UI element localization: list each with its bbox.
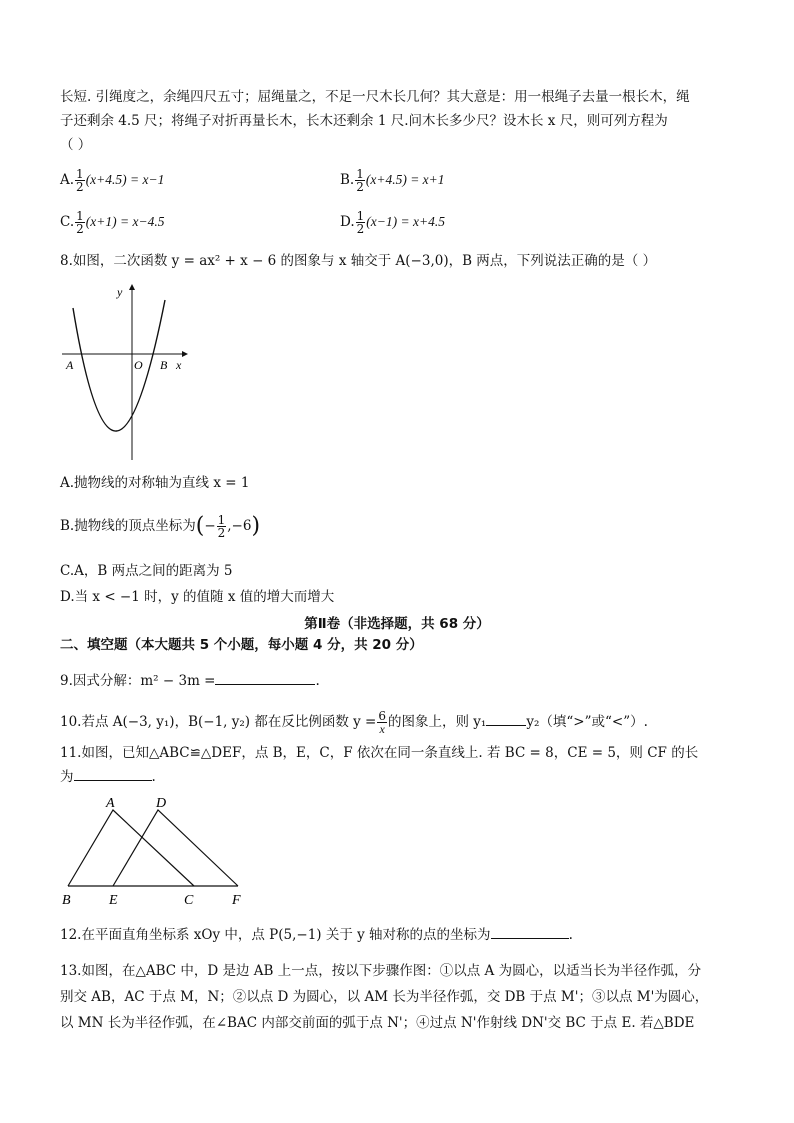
q8-label-y: y [117, 285, 123, 299]
q8-parabola-graph [60, 282, 195, 464]
q8-label-a: A [66, 358, 74, 372]
q8-option-b-frac-num: 1 [217, 513, 226, 527]
q7-option-d [340, 210, 445, 235]
q7-option-c-frac-den: 2 [76, 222, 84, 236]
q8-stem: 8.如图，二次函数 y = ax² + x − 6 的图象与 x 轴交于 A(−3,0)，B 两点，下列说法正确的是（ ） [60, 253, 657, 269]
q7-answer-paren: （ ） [60, 137, 92, 153]
q11-triangle-def [113, 810, 238, 886]
q11-answer-blank [74, 768, 152, 781]
q7-option-a-expr: (x+4.5) = x−1 [85, 172, 165, 187]
q9-end: . [315, 673, 320, 689]
q7-option-a-letter: A. [60, 172, 75, 188]
q7-option-c-letter: C. [60, 214, 75, 230]
q10-pre: 10.若点 A(−3, y₁)，B(−1, y₂) 都在反比例函数 y = [60, 714, 377, 730]
q12 [60, 926, 573, 944]
q12-text: 12.在平面直角坐标系 xOy 中，点 P(5,−1) 关于 y 轴对称的点的坐标为 [60, 927, 491, 943]
q11-triangle-abc [68, 810, 194, 886]
q8-option-d: D.当 x < −1 时，y 的值随 x 值的增大而增大 [60, 589, 335, 605]
q8-option-b: B.抛物线的顶点坐标为(− $\frac{1}{2}$ ,−6) [60, 513, 261, 540]
q7-option-d-fraction [356, 210, 366, 235]
q11-end: . [151, 769, 156, 785]
q7-option-d-expr: (x−1) = x+4.5 [366, 214, 445, 229]
q8-option-b-post: ,−6 [227, 518, 252, 534]
q8-option-c: C.A，B 两点之间的距离为 5 [60, 563, 233, 579]
q13-line1: 13.如图，在△ABC 中，D 是边 AB 上一点，按以下步骤作图：①以点 A 为圆心，以适当长为半径作弧，分 [60, 963, 702, 979]
q7-option-b-expr: (x+4.5) = x+1 [365, 172, 445, 187]
part-2-title: 二、填空题（本大题共 5 个小题，每小题 4 分，共 20 分） [60, 637, 423, 653]
q7-option-d-letter: D. [340, 214, 355, 230]
q11-label-a: A [106, 796, 115, 811]
q7-option-b [340, 168, 445, 193]
q7-option-b-frac-num: 1 [356, 167, 364, 181]
q11-line1: 11.如图，已知△ABC≌△DEF，点 B，E，C，F 依次在同一条直线上. 若 BC = 8，CE = 5，则 CF 的长 [60, 745, 699, 761]
q8-option-b-rparen: ) [251, 513, 261, 539]
q7-option-c-expr: (x+1) = x−4.5 [85, 214, 165, 229]
q7-option-b-fraction [355, 168, 365, 193]
q7-line1: 长短. 引绳度之，余绳四尺五寸；屈绳量之，不足一尺木长几何？其大意是：用一根绳子去量一根长木，绳 [60, 89, 690, 105]
q7-option-d-frac-num: 1 [356, 209, 365, 223]
q8-option-b-lparen: ( [195, 513, 205, 539]
q7-option-b-letter: B. [340, 172, 355, 188]
q10-frac-den: x [379, 722, 385, 736]
q11-label-e: E [109, 893, 118, 908]
q8-option-a: A.抛物线的对称轴为直线 x = 1 [60, 475, 250, 491]
q8-label-b: B [160, 358, 168, 372]
q13-line3: 以 MN 长为半径作弧，在∠BAC 内部交前面的弧于点 N'；④过点 N'作射线 DN'交 BC 于点 E. 若△BDE [60, 1015, 695, 1031]
q12-answer-blank [491, 926, 569, 939]
q7-option-b-frac-den: 2 [356, 180, 364, 194]
q10-fraction [377, 710, 387, 735]
q7-option-a-frac-num: 1 [76, 167, 84, 181]
q8-parabola-curve [73, 300, 165, 431]
q7-option-c-frac-num: 1 [76, 209, 84, 223]
q11-label-b: B [62, 893, 71, 908]
q7-option-c [60, 210, 164, 235]
q11-triangles-figure [58, 790, 258, 908]
q13-line2: 别交 AB，AC 于点 M，N；②以点 D 为圆心，以 AM 长为半径作弧，交 DB 于点 M'；③以点 M'为圆心， [60, 989, 709, 1005]
q9-answer-blank [215, 672, 315, 685]
q9-text: 9.因式分解：m² − 3m = [60, 673, 216, 689]
q11-line2 [60, 768, 156, 786]
q8-option-b-pre: B.抛物线的顶点坐标为 [60, 518, 196, 534]
q8-option-b-fraction [217, 514, 227, 539]
q11-label-c: C [184, 893, 194, 908]
q7-option-d-frac-den: 2 [356, 222, 365, 236]
q8-label-x: x [176, 358, 182, 372]
q8-y-axis-arrow [129, 284, 135, 290]
q10-frac-num: 6 [378, 709, 386, 723]
q10-mid: 的图象上，则 y₁ [388, 714, 487, 730]
q8-label-o: O [134, 358, 143, 372]
q10 [60, 710, 648, 735]
q11-label-d: D [156, 796, 167, 811]
q11-label-f: F [232, 893, 241, 908]
q8-x-axis-arrow [182, 351, 188, 357]
q7-option-a-frac-den: 2 [76, 180, 84, 194]
q12-end: . [568, 927, 573, 943]
q7-option-a-fraction [75, 168, 85, 193]
q10-post: y₂（填“>”或“<”）. [526, 714, 648, 730]
q10-answer-blank [486, 713, 526, 726]
section-2-title: 第Ⅱ卷（非选择题，共 68 分） [304, 616, 490, 632]
q11-line2-text: 为 [60, 769, 74, 785]
q8-option-b-frac-den: 2 [217, 526, 226, 540]
q7-option-a [60, 168, 164, 193]
q9 [60, 672, 320, 690]
q7-option-c-fraction [75, 210, 85, 235]
q7-line2: 子还剩余 4.5 尺；将绳子对折再量长木，长木还剩余 1 尺.问木长多少尺？设木长 x 尺，则可列方程为 [60, 113, 668, 129]
